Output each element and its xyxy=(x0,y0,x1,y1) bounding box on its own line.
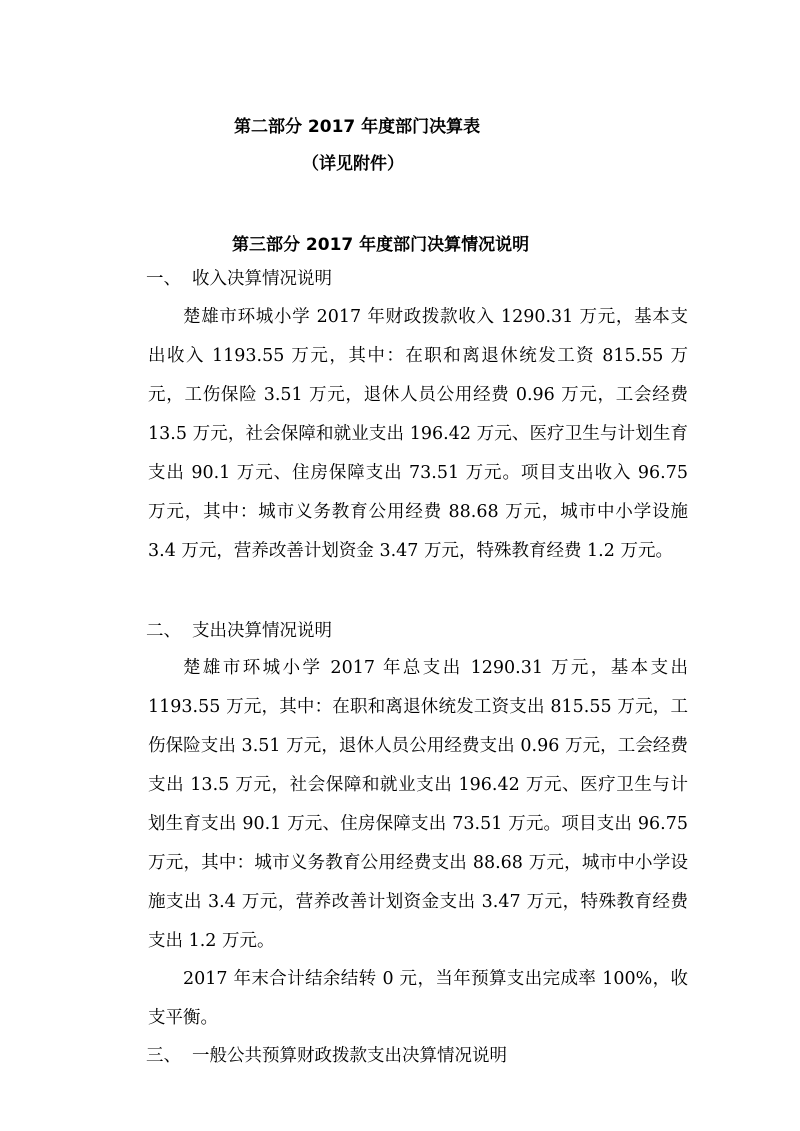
section-1-paragraph-1: 楚雄市环城小学 2017 年财政拨款收入 1290.31 万元，基本支出收入 1193.55 万元，其中：在职和离退休统发工资 815.55 万元，工伤保险 3.51 万元，退休人员公用经费 0.96 万元，工会经费 13.5 万元，社会保障和就业支出 196.42 万元、医疗卫生与计划生育支出 90.1 万元、住房保障支出 73.51 万元。项目支出收入 96.75 万元，其中：城市义务教育公用经费 88.68 万元，城市中小学设施 3.4 万元，营养改善计划资金 3.47 万元，特殊教育经费 1.2 万元。 xyxy=(148,307,688,561)
part2-subtitle: （详见附件） xyxy=(302,154,404,174)
section-heading-1 xyxy=(146,265,332,290)
section-2-paragraph-2: 2017 年末合计结余结转 0 元，当年预算支出完成率 100%，收支平衡。 xyxy=(148,969,688,1028)
section-title-2: 支出决算情况说明 xyxy=(192,621,332,641)
section-heading-3 xyxy=(146,1042,507,1067)
section-heading-2 xyxy=(146,617,332,642)
section-number-3: 三、 xyxy=(146,1046,181,1066)
section-title-3: 一般公共预算财政拨款支出决算情况说明 xyxy=(192,1046,507,1066)
section-number-1: 一、 xyxy=(146,269,181,289)
section-title-1: 收入决算情况说明 xyxy=(192,269,332,289)
section-number-2: 二、 xyxy=(146,621,181,641)
part2-title: 第二部分 2017 年度部门决算表 xyxy=(234,117,481,137)
part3-title: 第三部分 2017 年度部门决算情况说明 xyxy=(232,235,530,255)
section-2-paragraph-1: 楚雄市环城小学 2017 年总支出 1290.31 万元，基本支出 1193.55 万元，其中：在职和离退休统发工资支出 815.55 万元，工伤保险支出 3.51 万元，退休人员公用经费支出 0.96 万元，工会经费支出 13.5 万元，社会保障和就业支出 196.42 万元、医疗卫生与计划生育支出 90.1 万元、住房保障支出 73.51 万元。项目支出 96.75 万元，其中：城市义务教育公用经费支出 88.68 万元，城市中小学设施支出 3.4 万元，营养改善计划资金支出 3.47 万元，特殊教育经费支出 1.2 万元。 xyxy=(148,658,688,951)
